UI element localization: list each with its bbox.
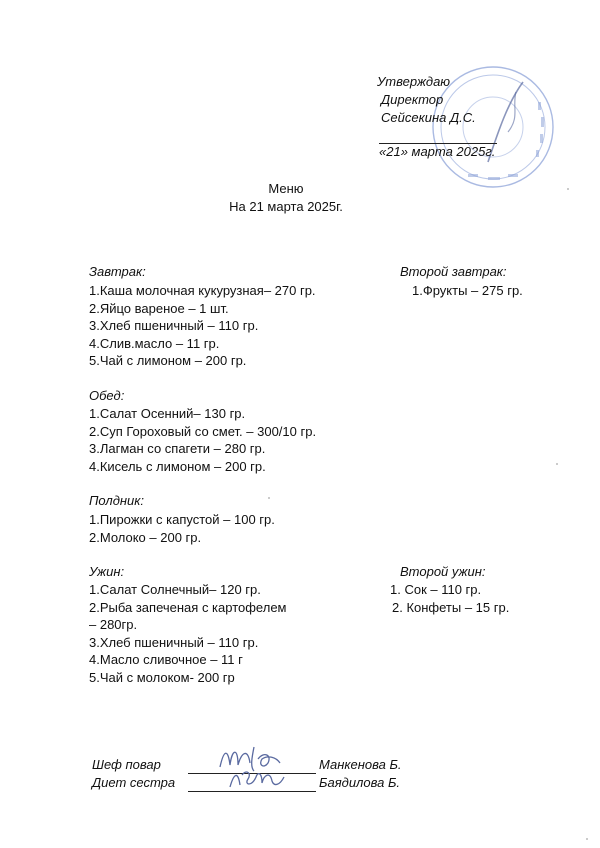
- list-item: 5.Чай с молоком- 200 гр: [89, 669, 235, 685]
- list-item: 2.Яйцо вареное – 1 шт.: [89, 300, 229, 316]
- dinner-list: [89, 581, 286, 686]
- menu-date: На 21 марта 2025г.: [229, 199, 343, 214]
- page-title: Меню: [268, 181, 304, 196]
- chef-name: Манкенова Б.: [319, 757, 402, 772]
- diet-signature: [226, 763, 286, 795]
- approval-name: Сейсекина Д.С.: [381, 110, 476, 125]
- list-item: 5.Чай с лимоном – 200 гр.: [89, 353, 247, 368]
- list-item: 1.Пирожки с капустой – 100 гр.: [89, 512, 275, 527]
- breakfast-list: [89, 282, 316, 370]
- list-item: 1.Салат Солнечный– 120 гр.: [89, 582, 261, 597]
- list-item: 1.Фрукты – 275 гр.: [412, 283, 523, 298]
- list-item: 3.Хлеб пшеничный – 110 гр.: [89, 318, 259, 333]
- list-item: 2.Рыба запеченая с картофелем: [89, 599, 287, 615]
- second-breakfast-title: Второй завтрак:: [400, 264, 507, 279]
- breakfast-title: Завтрак:: [89, 264, 146, 279]
- second-breakfast-list: [412, 282, 523, 300]
- list-item: 3.Хлеб пшеничный – 110 гр.: [89, 634, 259, 650]
- list-item: 1.Каша молочная кукурузная– 270 гр.: [89, 283, 316, 298]
- diet-role: Диет сестра: [92, 775, 176, 790]
- scan-speck: [268, 497, 270, 499]
- list-item: 1. Сок – 110 гр.: [390, 582, 482, 597]
- scan-speck: [567, 188, 569, 190]
- list-item: 2. Конфеты – 15 гр.: [392, 599, 510, 615]
- lunch-list: [89, 405, 316, 475]
- snack-list: [89, 511, 275, 546]
- list-item: 2.Суп Гороховый со смет. – 300/10 гр.: [89, 423, 317, 439]
- list-item: – 280гр.: [89, 617, 138, 632]
- list-item: 3.Лагман со спагети – 280 гр.: [89, 441, 266, 456]
- list-item: 2.Молоко – 200 гр.: [89, 529, 202, 545]
- diet-name: Баядилова Б.: [319, 775, 401, 790]
- second-dinner-list: [390, 581, 509, 616]
- list-item: 4.Слив.масло – 11 гр.: [89, 335, 220, 351]
- second-dinner-title: Второй ужин:: [400, 564, 486, 579]
- chef-role: Шеф повар: [92, 757, 161, 772]
- list-item: 4.Кисель с лимоном – 200 гр.: [89, 458, 266, 474]
- scan-speck: [556, 463, 558, 465]
- approval-position: Директор: [381, 92, 444, 107]
- approval-date: «21» марта 2025г.: [379, 144, 496, 159]
- lunch-title: Обед:: [89, 388, 125, 403]
- snack-title: Полдник:: [89, 493, 145, 508]
- dinner-title: Ужин:: [89, 564, 125, 579]
- list-item: 4.Масло сливочное – 11 г: [89, 652, 243, 667]
- list-item: 1.Салат Осенний– 130 гр.: [89, 406, 246, 421]
- approval-title: Утверждаю: [377, 74, 451, 89]
- scan-speck: [586, 838, 588, 840]
